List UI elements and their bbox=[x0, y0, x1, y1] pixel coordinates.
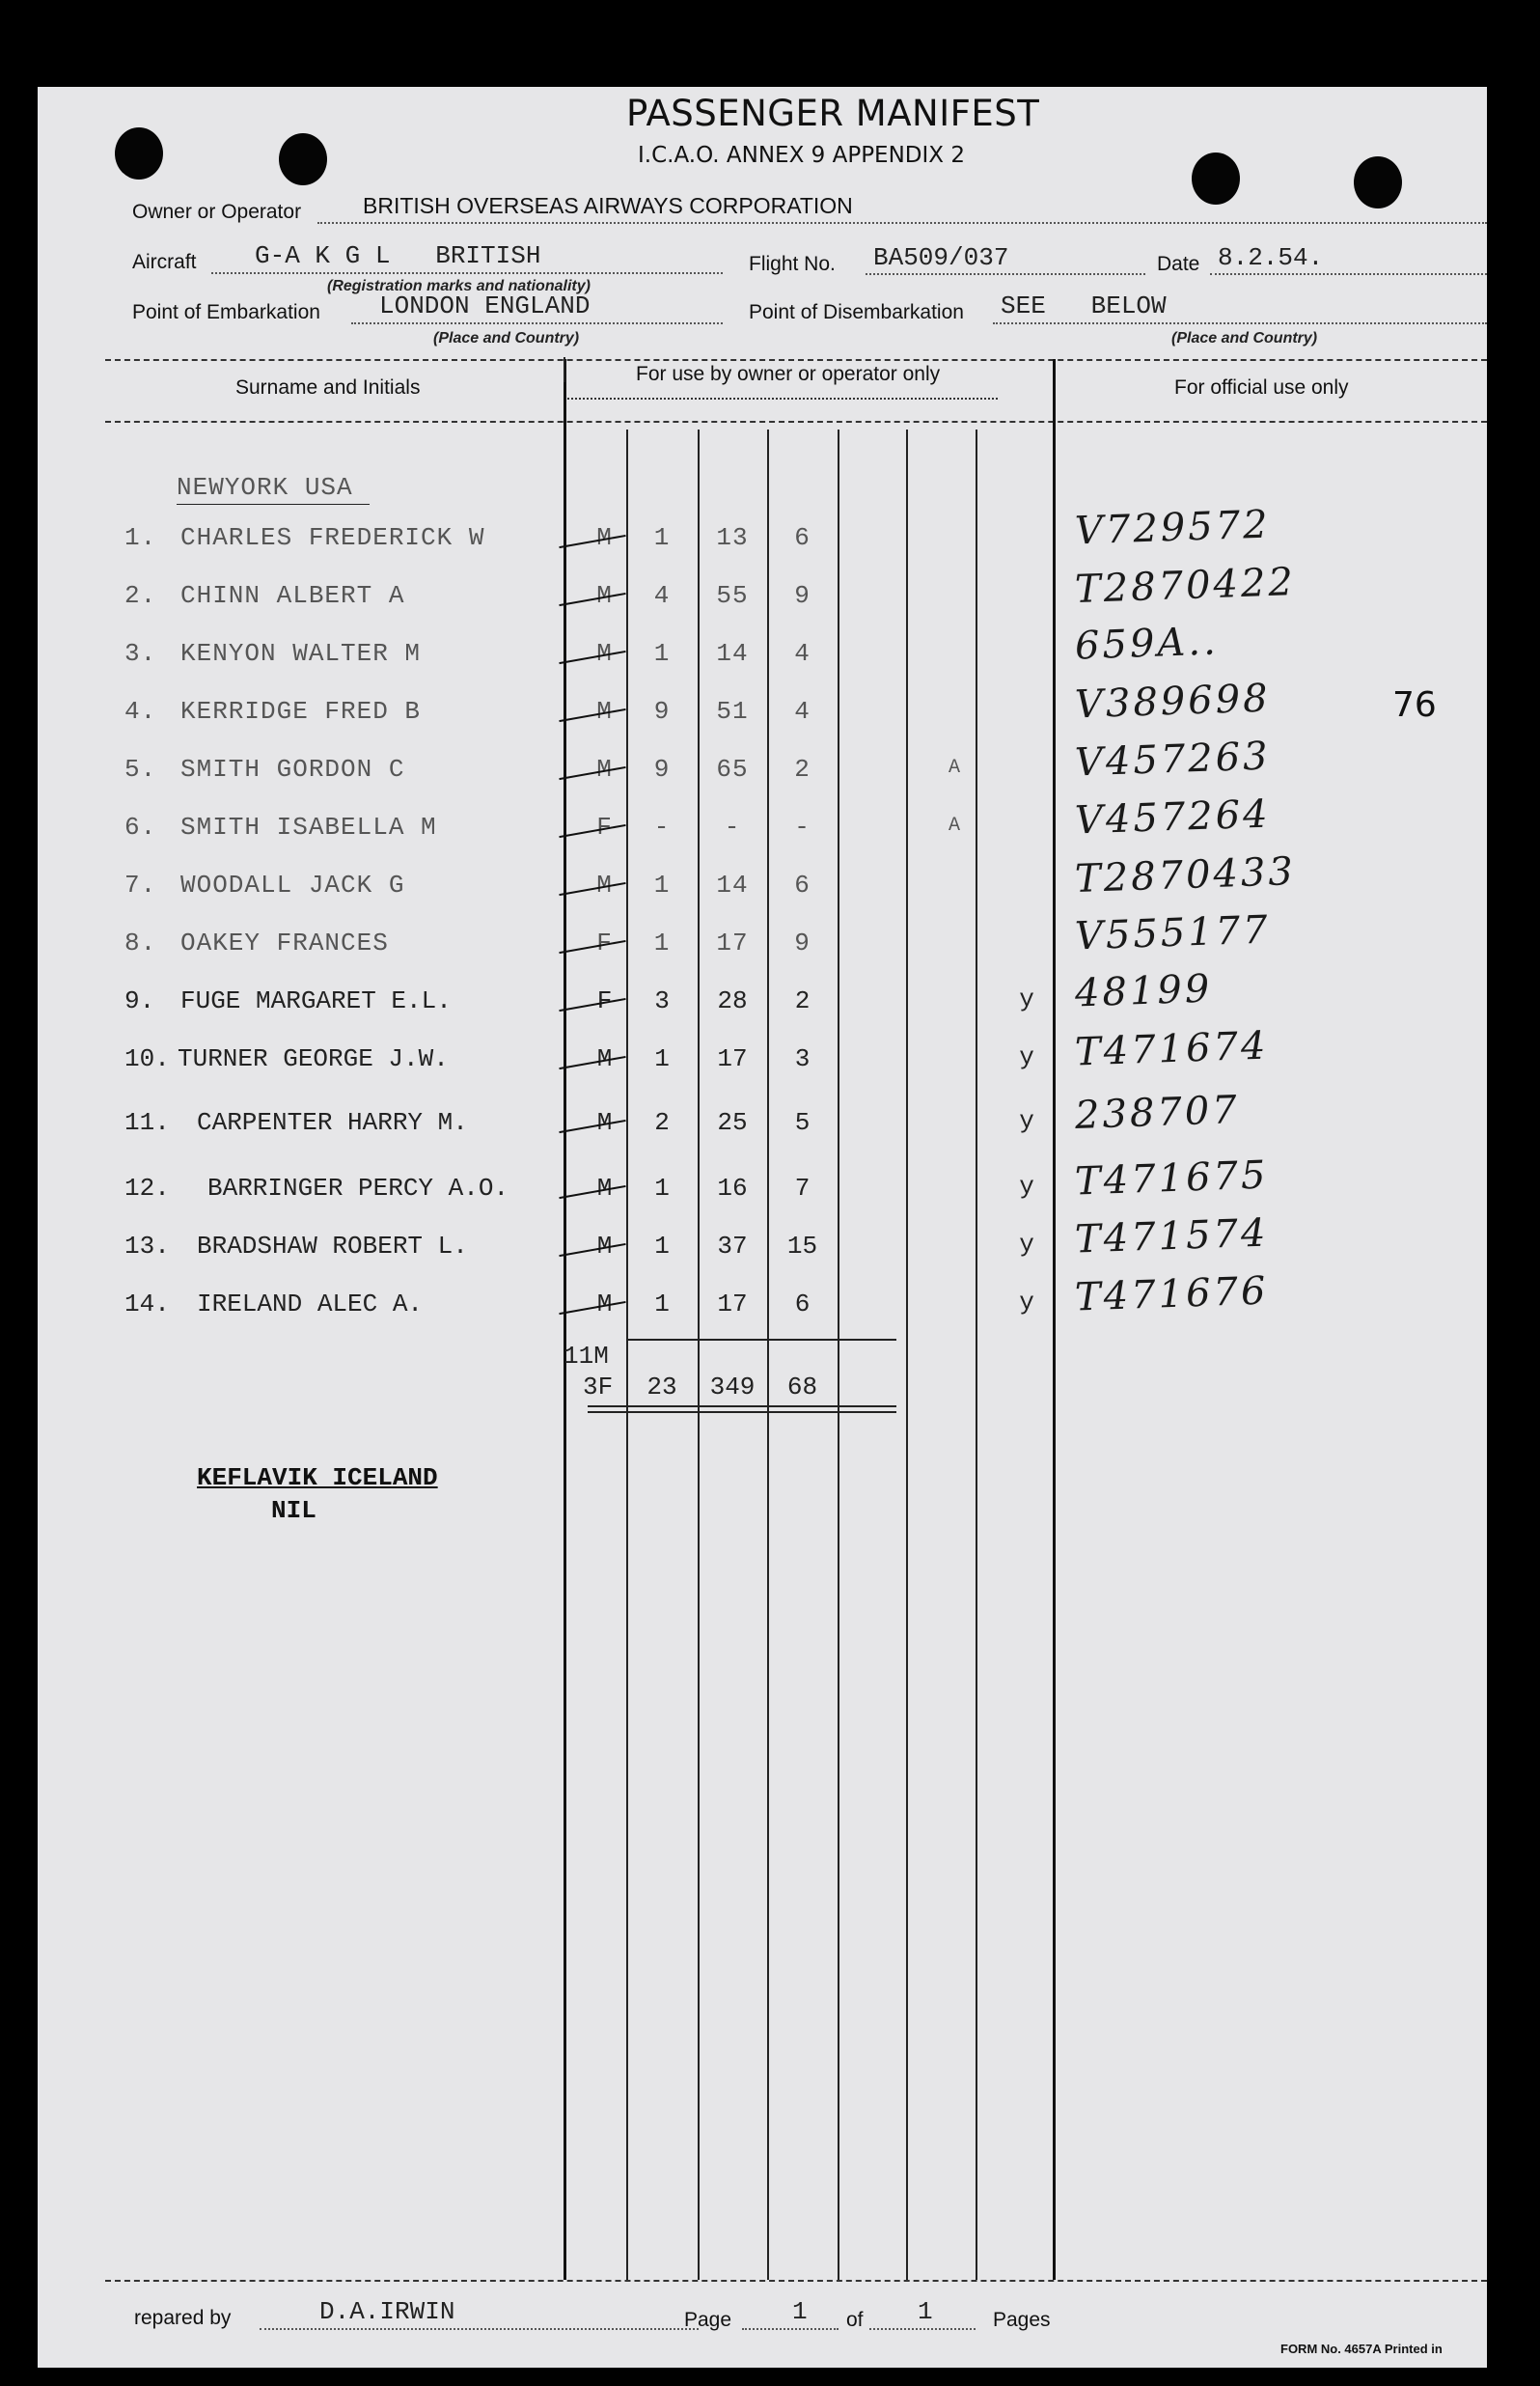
official-number: V389698 bbox=[1074, 676, 1272, 728]
passenger-col-1: 1 bbox=[653, 871, 671, 900]
passenger-col-3: 2 bbox=[794, 755, 811, 784]
destination-2-heading: KEFLAVIK ICELAND bbox=[197, 1463, 438, 1492]
passenger-col-2: 25 bbox=[717, 1108, 748, 1137]
pages-label: Pages bbox=[993, 2309, 1051, 2331]
passenger-sex: M bbox=[596, 1044, 613, 1073]
passenger-col-2: 17 bbox=[717, 1044, 748, 1073]
passenger-mark: y bbox=[1019, 1288, 1034, 1317]
passenger-col-1: 3 bbox=[654, 986, 670, 1015]
side-note: 76 bbox=[1392, 685, 1437, 725]
embark-dotline bbox=[351, 322, 723, 324]
totals-rule-bottom bbox=[588, 1405, 896, 1407]
passenger-col-1: 1 bbox=[654, 1290, 670, 1318]
passenger-mark: y bbox=[1019, 1172, 1034, 1201]
passenger-mark: y bbox=[1019, 1230, 1034, 1259]
passenger-sex: M bbox=[596, 871, 613, 900]
col-divider bbox=[1053, 359, 1056, 2280]
destination-2-note: NIL bbox=[271, 1496, 316, 1525]
col-owner-header: For use by owner or operator only bbox=[636, 363, 941, 385]
passenger-col-1: 1 bbox=[653, 523, 671, 552]
passenger-sex: M bbox=[596, 697, 613, 726]
col-divider bbox=[564, 359, 566, 2280]
passenger-col-3: 15 bbox=[786, 1232, 818, 1261]
totals-males: 11M bbox=[564, 1342, 609, 1371]
passenger-sex: M bbox=[596, 1174, 613, 1203]
col-divider bbox=[976, 430, 977, 2280]
passenger-col-2: 17 bbox=[716, 929, 749, 957]
passenger-col-1: 4 bbox=[653, 581, 671, 610]
passenger-col-3: 9 bbox=[794, 581, 811, 610]
passenger-col-3: 4 bbox=[794, 639, 811, 668]
passenger-col-3: 6 bbox=[794, 871, 811, 900]
col-surname-header: Surname and Initials bbox=[235, 376, 421, 399]
passenger-name: FUGE MARGARET E.L. bbox=[180, 986, 452, 1015]
owner-subheader-rule bbox=[564, 398, 998, 400]
passenger-col-2: 17 bbox=[717, 1290, 748, 1318]
disembark-value: SEE BELOW bbox=[1001, 291, 1167, 320]
official-number: 238707 bbox=[1074, 1088, 1241, 1138]
row-number: 1. bbox=[124, 523, 157, 552]
of-value: 1 bbox=[918, 2297, 933, 2326]
flight-value: BA509/037 bbox=[873, 243, 1009, 272]
form-number: FORM No. 4657A Printed in bbox=[1280, 2342, 1443, 2356]
flight-label: Flight No. bbox=[749, 253, 836, 275]
passenger-sex: F bbox=[596, 929, 613, 957]
row-number: 8. bbox=[124, 929, 157, 957]
passenger-col-3: 4 bbox=[794, 697, 811, 726]
date-value: 8.2.54. bbox=[1218, 243, 1324, 272]
passenger-col-4: A bbox=[948, 815, 961, 837]
passenger-col-2: 65 bbox=[716, 755, 749, 784]
passenger-name: OAKEY FRANCES bbox=[180, 929, 389, 957]
aircraft-dotline bbox=[211, 272, 723, 274]
row-number: 5. bbox=[124, 755, 157, 784]
totals-col-3: 68 bbox=[786, 1373, 818, 1401]
passenger-sex: M bbox=[596, 755, 613, 784]
passenger-mark: y bbox=[1019, 1106, 1034, 1135]
row-number: 2. bbox=[124, 581, 157, 610]
official-number: 659A.. bbox=[1074, 619, 1220, 669]
embark-value: LONDON ENGLAND bbox=[379, 291, 591, 320]
date-dotline bbox=[1210, 273, 1487, 275]
passenger-col-3: 7 bbox=[794, 1174, 811, 1203]
passenger-name: IRELAND ALEC A. bbox=[197, 1290, 424, 1318]
passenger-sex: F bbox=[596, 813, 613, 842]
passenger-name: TURNER GEORGE J.W. bbox=[178, 1044, 449, 1073]
totals-col-2: 349 bbox=[709, 1373, 756, 1401]
passenger-col-1: 9 bbox=[653, 755, 671, 784]
official-number: V729572 bbox=[1074, 502, 1272, 554]
flight-dotline bbox=[866, 273, 1145, 275]
passenger-sex: F bbox=[596, 986, 613, 1015]
row-number: 9. bbox=[124, 986, 155, 1015]
prepared-dotline bbox=[260, 2328, 699, 2330]
official-number: V457263 bbox=[1074, 734, 1272, 786]
official-number: V555177 bbox=[1074, 907, 1272, 959]
row-number: 12. bbox=[124, 1174, 170, 1203]
embark-label: Point of Embarkation bbox=[132, 301, 320, 323]
passenger-col-2: 14 bbox=[716, 871, 749, 900]
passenger-sex: M bbox=[596, 1232, 613, 1261]
row-number: 3. bbox=[124, 639, 157, 668]
owner-dotline bbox=[317, 222, 1487, 224]
passenger-mark: y bbox=[1019, 1042, 1034, 1071]
passenger-name: KENYON WALTER M bbox=[180, 639, 422, 668]
col-divider bbox=[906, 430, 908, 2280]
passenger-col-2: 13 bbox=[716, 523, 749, 552]
punch-hole bbox=[279, 133, 327, 185]
col-divider bbox=[838, 430, 839, 2280]
passenger-col-3: 5 bbox=[794, 1108, 811, 1137]
passenger-col-1: 1 bbox=[654, 1174, 670, 1203]
passenger-col-3: 9 bbox=[794, 929, 811, 957]
punch-hole bbox=[1354, 156, 1402, 208]
official-number: T471674 bbox=[1074, 1023, 1270, 1075]
passenger-col-4: A bbox=[948, 757, 961, 779]
row-number: 11. bbox=[124, 1108, 170, 1137]
passenger-name: SMITH ISABELLA M bbox=[180, 813, 437, 842]
row-number: 14. bbox=[124, 1290, 170, 1318]
totals-rule-bottom bbox=[588, 1411, 896, 1413]
passenger-col-2: 55 bbox=[716, 581, 749, 610]
col-official-header: For official use only bbox=[1174, 376, 1349, 399]
of-dotline bbox=[869, 2328, 976, 2330]
destination-underline bbox=[177, 504, 370, 505]
disembark-dotline bbox=[993, 322, 1487, 324]
passenger-col-3: 3 bbox=[794, 1044, 811, 1073]
official-number: T2870422 bbox=[1074, 560, 1297, 612]
row-number: 4. bbox=[124, 697, 157, 726]
totals-rule-top bbox=[626, 1339, 896, 1341]
passenger-col-2: 28 bbox=[717, 986, 748, 1015]
aircraft-value: G-A K G L BRITISH bbox=[255, 241, 541, 270]
passenger-sex: M bbox=[596, 523, 613, 552]
prepared-label: repared by bbox=[134, 2307, 232, 2329]
passenger-name: CHINN ALBERT A bbox=[180, 581, 405, 610]
prepared-value: D.A.IRWIN bbox=[319, 2297, 455, 2326]
form-subtitle: I.C.A.O. ANNEX 9 APPENDIX 2 bbox=[638, 143, 965, 168]
passenger-col-1: 1 bbox=[653, 639, 671, 668]
owner-label: Owner or Operator bbox=[132, 201, 302, 223]
passenger-name: SMITH GORDON C bbox=[180, 755, 405, 784]
passenger-name: WOODALL JACK G bbox=[180, 871, 405, 900]
passenger-col-2: 14 bbox=[716, 639, 749, 668]
passenger-col-1: 1 bbox=[654, 1232, 670, 1261]
registration-note: (Registration marks and nationality) bbox=[327, 278, 591, 294]
passenger-col-3: 6 bbox=[794, 523, 811, 552]
passenger-col-2: 16 bbox=[717, 1174, 748, 1203]
destination-heading: NEWYORK USA bbox=[177, 473, 353, 502]
official-number: T2870433 bbox=[1074, 849, 1297, 902]
passenger-col-1: - bbox=[653, 813, 671, 842]
passenger-mark: y bbox=[1019, 985, 1034, 1013]
passenger-sex: M bbox=[596, 1290, 613, 1318]
passenger-col-2: - bbox=[724, 813, 741, 842]
row-number: 7. bbox=[124, 871, 157, 900]
passenger-col-2: 37 bbox=[717, 1232, 748, 1261]
col-divider bbox=[564, 357, 565, 382]
punch-hole bbox=[115, 127, 163, 180]
passenger-col-3: 6 bbox=[794, 1290, 811, 1318]
passenger-col-1: 2 bbox=[654, 1108, 670, 1137]
embark-note: (Place and Country) bbox=[433, 330, 580, 347]
passenger-col-1: 1 bbox=[653, 929, 671, 957]
passenger-sex: M bbox=[596, 1108, 613, 1137]
official-number: T471574 bbox=[1074, 1210, 1270, 1262]
passenger-col-2: 51 bbox=[716, 697, 749, 726]
official-number: T471675 bbox=[1074, 1152, 1270, 1205]
passenger-col-1: 1 bbox=[654, 1044, 670, 1073]
of-label: of bbox=[846, 2309, 864, 2331]
passenger-name: CHARLES FREDERICK W bbox=[180, 523, 485, 552]
owner-value: BRITISH OVERSEAS AIRWAYS CORPORATION bbox=[363, 193, 853, 218]
manifest-sheet bbox=[38, 87, 1487, 2368]
passenger-col-1: 9 bbox=[653, 697, 671, 726]
form-title: PASSENGER MANIFEST bbox=[626, 93, 1040, 134]
passenger-name: CARPENTER HARRY M. bbox=[197, 1108, 468, 1137]
table-header-rule bbox=[105, 421, 1487, 423]
passenger-sex: M bbox=[596, 639, 613, 668]
footer-rule bbox=[105, 2280, 1487, 2282]
totals-females: 3F bbox=[583, 1373, 614, 1401]
page-dotline bbox=[742, 2328, 839, 2330]
punch-hole bbox=[1192, 153, 1240, 205]
page-label: Page bbox=[684, 2309, 732, 2331]
table-top-rule bbox=[105, 359, 1487, 361]
row-number: 13. bbox=[124, 1232, 170, 1261]
passenger-sex: M bbox=[596, 581, 613, 610]
passenger-name: BARRINGER PERCY A.O. bbox=[207, 1174, 509, 1203]
row-number: 10. bbox=[124, 1044, 170, 1073]
official-number: V457264 bbox=[1074, 791, 1272, 844]
disembark-label: Point of Disembarkation bbox=[749, 301, 964, 323]
official-number: T471676 bbox=[1074, 1268, 1270, 1320]
aircraft-label: Aircraft bbox=[132, 251, 197, 273]
disembark-note: (Place and Country) bbox=[1171, 330, 1318, 347]
passenger-col-3: - bbox=[794, 813, 811, 842]
date-label: Date bbox=[1157, 253, 1200, 275]
totals-col-1: 23 bbox=[646, 1373, 677, 1401]
passenger-name: KERRIDGE FRED B bbox=[180, 697, 422, 726]
passenger-name: BRADSHAW ROBERT L. bbox=[197, 1232, 468, 1261]
row-number: 6. bbox=[124, 813, 157, 842]
official-number: 48199 bbox=[1074, 966, 1214, 1016]
passenger-col-3: 2 bbox=[794, 986, 811, 1015]
page-value: 1 bbox=[792, 2297, 808, 2326]
